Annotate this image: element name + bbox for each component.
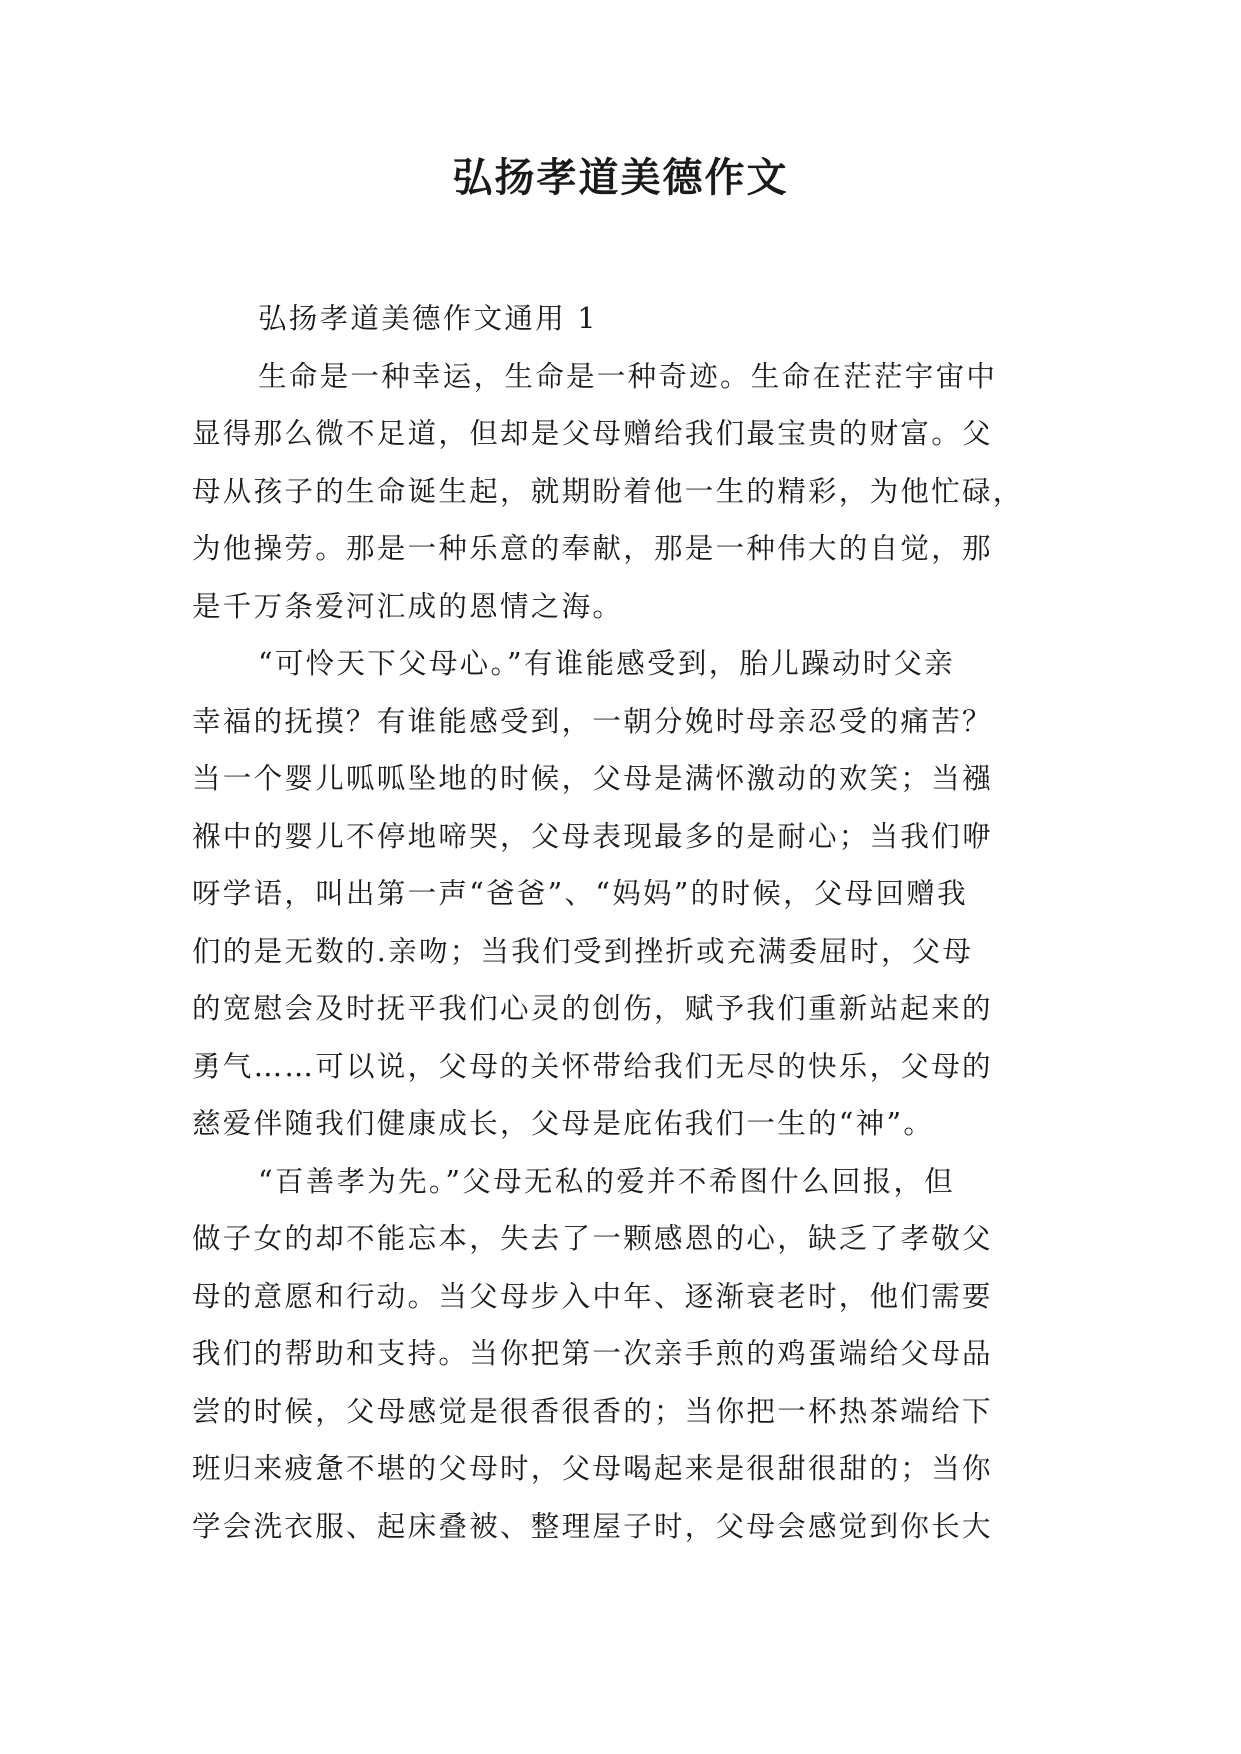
text-line: 我们的帮助和支持。当你把第一次亲手煎的鸡蛋端给父母品 bbox=[192, 1337, 993, 1370]
text-line: “可怜天下父母心。”有谁能感受到，胎儿躁动时父亲 bbox=[258, 647, 956, 680]
text-line: 呀学语，叫出第一声“爸爸”、“妈妈”的时候，父母回赠我 bbox=[192, 877, 968, 910]
text-line: 慈爱伴随我们健康成长，父母是庇佑我们一生的“神”。 bbox=[192, 1107, 935, 1140]
document-title: 弘扬孝道美德作文 bbox=[452, 155, 789, 201]
text-line: 为他操劳。那是一种乐意的奉献，那是一种伟大的自觉，那 bbox=[192, 532, 993, 565]
text-line: 当一个婴儿呱呱坠地的时候，父母是满怀激动的欢笑；当襁 bbox=[192, 762, 993, 795]
text-line: 是千万条爱河汇成的恩情之海。 bbox=[192, 589, 624, 623]
text-line: 们的是无数的.亲吻；当我们受到挫折或充满委屈时，父母 bbox=[192, 934, 974, 968]
text-line: 母从孩子的生命诞生起，就期盼着他一生的精彩，为他忙碌， bbox=[192, 474, 1024, 508]
text-line: 褓中的婴儿不停地啼哭，父母表现最多的是耐心；当我们咿 bbox=[192, 819, 993, 853]
text-line: 弘扬孝道美德作文通用 1 bbox=[258, 302, 598, 335]
text-line: 的宽慰会及时抚平我们心灵的创伤，赋予我们重新站起来的 bbox=[192, 992, 993, 1025]
text-line: 生命是一种幸运，生命是一种奇迹。生命在茫茫宇宙中 bbox=[258, 359, 998, 393]
text-line: 做子女的却不能忘本，失去了一颗感恩的心，缺乏了孝敬父 bbox=[192, 1222, 993, 1255]
text-line: 母的意愿和行动。当父母步入中年、逐渐衰老时，他们需要 bbox=[192, 1279, 993, 1313]
text-line: 显得那么微不足道，但却是父母赠给我们最宝贵的财富。父 bbox=[192, 417, 993, 450]
text-line: 班归来疲惫不堪的父母时，父母喝起来是很甜很甜的；当你 bbox=[192, 1452, 993, 1485]
text-line: 学会洗衣服、起床叠被、整理屋子时，父母会感觉到你长大 bbox=[192, 1509, 993, 1543]
text-line: “百善孝为先。”父母无私的爱并不希图什么回报，但 bbox=[258, 1164, 956, 1198]
document-body bbox=[192, 290, 1052, 1555]
text-line: 勇气……可以说，父母的关怀带给我们无尽的快乐，父母的 bbox=[192, 1049, 993, 1083]
text-line: 幸福的抚摸？有谁能感受到，一朝分娩时母亲忍受的痛苦？ bbox=[192, 704, 993, 738]
text-line: 尝的时候，父母感觉是很香很香的；当你把一杯热茶端给下 bbox=[192, 1394, 993, 1428]
